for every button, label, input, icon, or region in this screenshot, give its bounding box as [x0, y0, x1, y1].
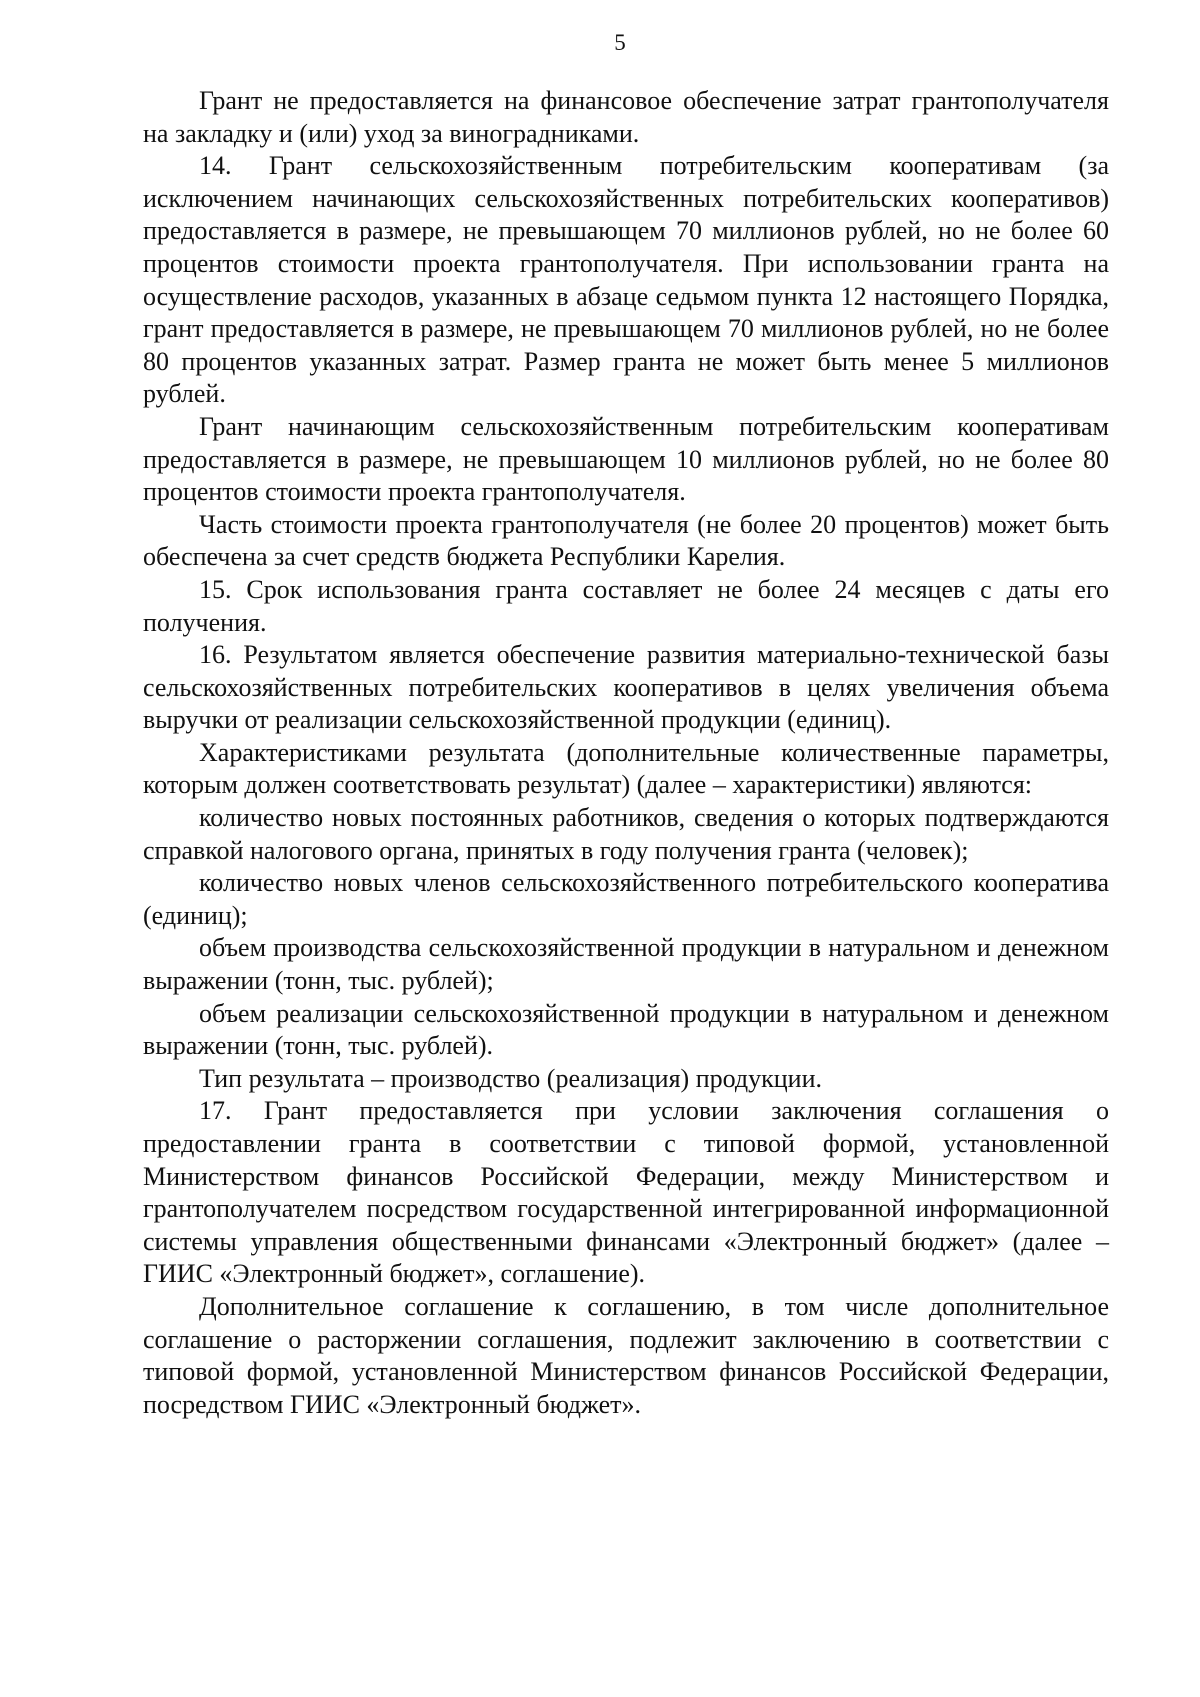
paragraph-grant-beginning-cooperatives: Грант начинающим сельскохозяйственным потребительским кооперативам предоставляется в размере, не превышающем 10 миллионов рублей, но не более 80 процентов стоимости проекта грантополучателя.	[143, 411, 1109, 507]
paragraph-characteristic-members: количество новых членов сельскохозяйственного потребительского кооператива (единиц);	[143, 868, 1109, 930]
paragraph-characteristic-workers: количество новых постоянных работников, сведения о которых подтверждаются справкой налогового органа, принятых в году получения гранта (человек);	[143, 803, 1109, 865]
paragraph-result-type: Тип результата – производство (реализация) продукции.	[199, 1063, 822, 1093]
paragraph-grant-vineyards: Грант не предоставляется на финансовое обеспечение затрат грантополучателя на закладку и (или) уход за виноградниками.	[143, 86, 1109, 148]
page-number: 5	[614, 30, 626, 55]
paragraph-additional-agreement: Дополнительное соглашение к соглашению, в том числе дополнительное соглашение о расторжении соглашения, подлежит заключению в соответствии с типовой формой, установленной Министерством финансов Российской Федерации, посредством ГИИС «Электронный бюджет».	[143, 1291, 1109, 1419]
paragraph-14-grant-size: 14. Грант сельскохозяйственным потребительским кооперативам (за исключением начинающих сельскохозяйственных потребительских кооперативов) предоставляется в размере, не превышающем 70 миллионов рублей, но не более 60 процентов стоимости проекта грантополучателя. При использовании гранта на осуществление расходов, указанных в абзаце седьмом пункта 12 настоящего Порядка, грант предоставляется в размере, не превышающем 70 миллионов рублей, но не более 80 процентов указанных затрат. Размер гранта не может быть менее 5 миллионов рублей.	[143, 151, 1109, 409]
paragraph-result-characteristics: Характеристиками результата (дополнительные количественные параметры, которым должен соответствовать результат) (далее – характеристики) являются:	[143, 737, 1109, 800]
document-body	[143, 85, 1109, 1421]
paragraph-project-cost-share: Часть стоимости проекта грантополучателя (не более 20 процентов) может быть обеспечена за счет средств бюджета Республики Карелия.	[143, 509, 1109, 572]
paragraph-characteristic-production: объем производства сельскохозяйственной продукции в натуральном и денежном выражении (тонн, тыс. рублей);	[143, 933, 1109, 996]
paragraph-characteristic-sales: объем реализации сельскохозяйственной продукции в натуральном и денежном выражении (тонн, тыс. рублей).	[143, 998, 1109, 1061]
paragraph-16-result: 16. Результатом является обеспечение развития материально-технической базы сельскохозяйственных потребительских кооперативов в целях увеличения объема выручки от реализации сельскохозяйственной продукции (единиц).	[143, 640, 1109, 735]
paragraph-17-agreement: 17. Грант предоставляется при условии заключения соглашения о предоставлении гранта в соответствии с типовой формой, установленной Министерством финансов Российской Федерации, между Министерством и грантополучателем посредством государственной интегрированной информационной системы управления общественными финансами «Электронный бюджет» (далее – ГИИС «Электронный бюджет», соглашение).	[143, 1096, 1109, 1289]
paragraph-15-usage-term: 15. Срок использования гранта составляет не более 24 месяцев с даты его получения.	[143, 574, 1109, 637]
